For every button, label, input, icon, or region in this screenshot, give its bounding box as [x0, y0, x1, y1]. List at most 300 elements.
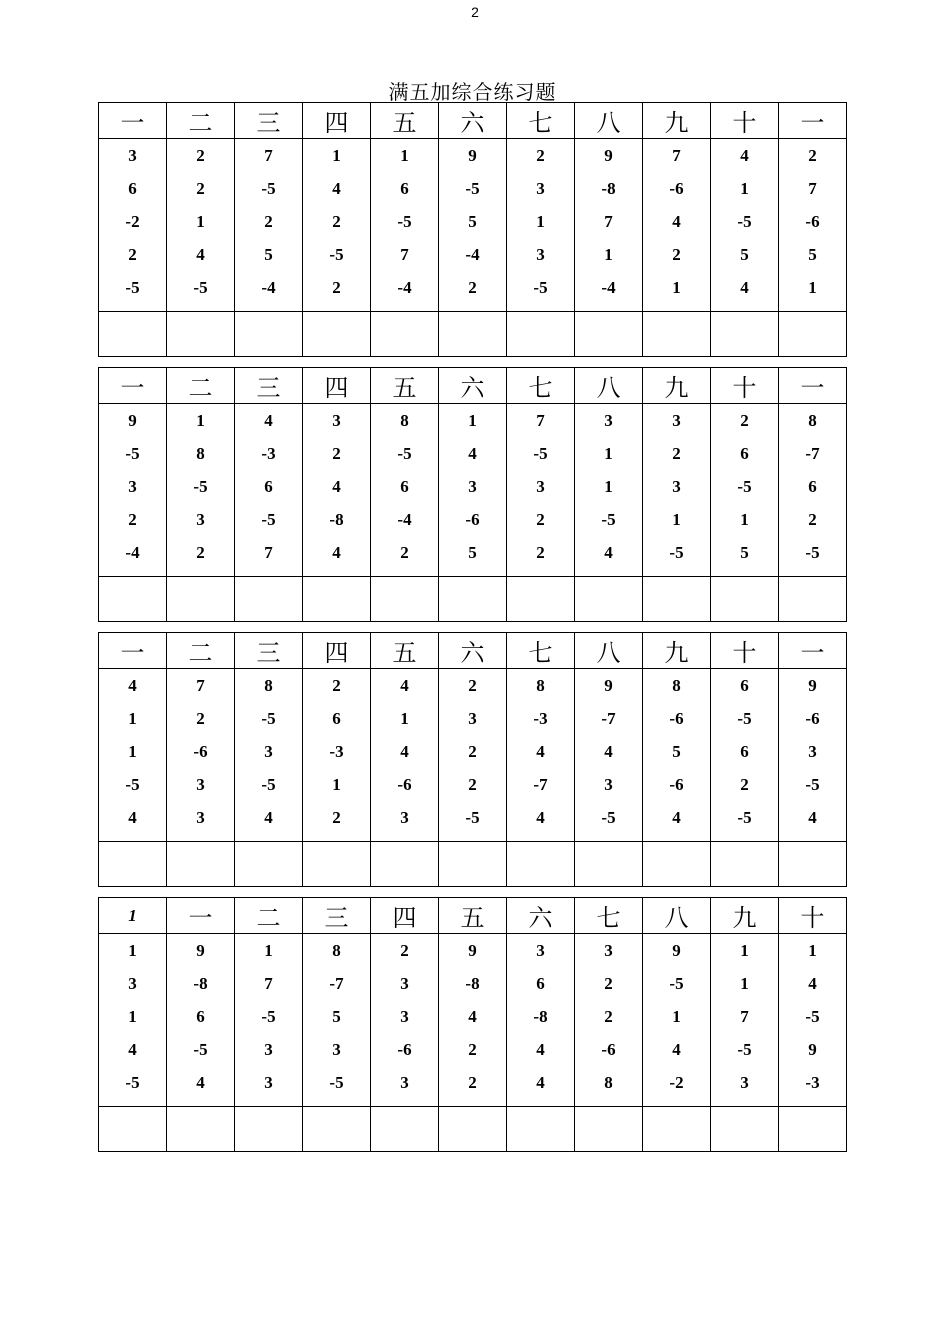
column-header: 三: [235, 633, 303, 669]
problem-cell: [235, 404, 303, 577]
operand: 2: [332, 808, 341, 827]
problem-cell: [303, 934, 371, 1107]
operand: -7: [533, 775, 548, 794]
problem-cell: [779, 404, 847, 577]
operand: 2: [468, 1073, 477, 1092]
problem-cell: [439, 139, 507, 312]
column-header: 二: [167, 368, 235, 404]
operand: -5: [261, 510, 276, 529]
answer-cell: [711, 1107, 779, 1152]
column-header: 三: [235, 368, 303, 404]
operand: 6: [332, 709, 341, 728]
answer-cell: [371, 577, 439, 622]
operand: -8: [533, 1007, 548, 1026]
problem-cell: [711, 404, 779, 577]
problem-cell: [439, 404, 507, 577]
operand: 4: [264, 411, 273, 430]
header-row: [99, 898, 847, 934]
operand: -5: [669, 543, 684, 562]
operand: 6: [400, 477, 409, 496]
operand: 9: [604, 676, 613, 695]
problem-cell: [371, 404, 439, 577]
answer-cell: [507, 312, 575, 357]
answer-cell: [779, 842, 847, 887]
answer-cell: [575, 842, 643, 887]
operand: 2: [468, 742, 477, 761]
answer-cell: [779, 312, 847, 357]
column-header: 四: [303, 368, 371, 404]
operand: 2: [672, 444, 681, 463]
column-header: 十: [711, 633, 779, 669]
operand: 1: [672, 1007, 681, 1026]
answer-cell: [235, 312, 303, 357]
operand: -6: [669, 775, 684, 794]
operand: -5: [125, 278, 140, 297]
operand: 7: [740, 1007, 749, 1026]
answer-cell: [235, 842, 303, 887]
problem-cell: [643, 139, 711, 312]
operand: 2: [468, 278, 477, 297]
problem-cell: [371, 934, 439, 1107]
operand: 8: [332, 941, 341, 960]
operand: 4: [536, 1073, 545, 1092]
practice-table-4: [98, 897, 847, 1152]
practice-table-2: [98, 367, 847, 622]
problem-cell: [371, 139, 439, 312]
operand: -6: [805, 212, 820, 231]
operand: -3: [805, 1073, 820, 1092]
operand: 1: [808, 278, 817, 297]
problem-cell: [779, 669, 847, 842]
problem-cell: [303, 139, 371, 312]
operand: 2: [128, 245, 137, 264]
answer-cell: [575, 312, 643, 357]
operand: 2: [468, 775, 477, 794]
answer-cell: [371, 842, 439, 887]
operand: 6: [808, 477, 817, 496]
operand: 1: [740, 974, 749, 993]
operand: 6: [740, 742, 749, 761]
problem-cell: [575, 669, 643, 842]
operand: -5: [737, 477, 752, 496]
column-header: 八: [575, 103, 643, 139]
operand: 2: [264, 212, 273, 231]
column-header: 八: [575, 368, 643, 404]
operand: 3: [332, 411, 341, 430]
column-header: 一: [779, 633, 847, 669]
operand: -3: [533, 709, 548, 728]
column-header: 一: [779, 103, 847, 139]
operand: 3: [808, 742, 817, 761]
operand: 3: [400, 1007, 409, 1026]
operand: -5: [193, 1040, 208, 1059]
answer-cell: [167, 312, 235, 357]
operand: -5: [261, 1007, 276, 1026]
operand: -5: [465, 179, 480, 198]
operand: 2: [740, 411, 749, 430]
problem-cell: [643, 404, 711, 577]
column-header: 十: [779, 898, 847, 934]
operand: 1: [400, 709, 409, 728]
column-header: 五: [371, 368, 439, 404]
operand: 1: [604, 444, 613, 463]
operand: 5: [740, 543, 749, 562]
operand: -5: [261, 179, 276, 198]
operand: 5: [332, 1007, 341, 1026]
operand: 3: [536, 941, 545, 960]
column-header: 一: [99, 103, 167, 139]
operand: 4: [740, 146, 749, 165]
column-header: 三: [235, 103, 303, 139]
operand: 7: [264, 974, 273, 993]
operand: 4: [672, 212, 681, 231]
operand: 2: [400, 543, 409, 562]
operand: -5: [125, 444, 140, 463]
operand: 4: [196, 245, 205, 264]
answer-cell: [711, 312, 779, 357]
operand: 4: [604, 543, 613, 562]
operand: 4: [604, 742, 613, 761]
problem-cell: [711, 669, 779, 842]
problem-cell: [507, 404, 575, 577]
operand: 3: [604, 941, 613, 960]
operand: 4: [808, 808, 817, 827]
problem-row: [99, 669, 847, 842]
operand: 3: [400, 1073, 409, 1092]
operand: 1: [808, 941, 817, 960]
operand: 2: [808, 146, 817, 165]
column-header: 九: [711, 898, 779, 934]
problem-cell: [711, 139, 779, 312]
operand: -2: [669, 1073, 684, 1092]
operand: 8: [808, 411, 817, 430]
operand: 9: [672, 941, 681, 960]
problem-cell: [167, 139, 235, 312]
operand: -5: [737, 212, 752, 231]
operand: 3: [264, 1040, 273, 1059]
problem-cell: [99, 139, 167, 312]
operand: 2: [196, 179, 205, 198]
answer-cell: [303, 842, 371, 887]
operand: 3: [332, 1040, 341, 1059]
operand: -4: [465, 245, 480, 264]
column-header: 四: [303, 103, 371, 139]
problem-cell: [167, 669, 235, 842]
column-header: 一: [99, 368, 167, 404]
operand: -5: [261, 709, 276, 728]
problem-cell: [711, 934, 779, 1107]
problem-cell: [303, 404, 371, 577]
operand: 3: [400, 974, 409, 993]
operand: 1: [604, 477, 613, 496]
operand: 5: [264, 245, 273, 264]
column-header: 七: [507, 633, 575, 669]
page-number: 2: [471, 4, 479, 20]
answer-cell: [439, 312, 507, 357]
operand: -5: [329, 1073, 344, 1092]
operand: 3: [264, 742, 273, 761]
problem-cell: [99, 404, 167, 577]
problem-cell: [439, 934, 507, 1107]
operand: 4: [332, 477, 341, 496]
operand: 1: [264, 941, 273, 960]
operand: -7: [329, 974, 344, 993]
operand: 4: [672, 808, 681, 827]
operand: 7: [264, 146, 273, 165]
answer-cell: [99, 312, 167, 357]
answer-cell: [167, 1107, 235, 1152]
problem-cell: [779, 139, 847, 312]
operand: 2: [808, 510, 817, 529]
operand: 2: [196, 146, 205, 165]
operand: 2: [196, 543, 205, 562]
operand: -5: [737, 1040, 752, 1059]
column-header: 九: [643, 633, 711, 669]
column-header: 四: [303, 633, 371, 669]
operand: 7: [604, 212, 613, 231]
operand: -8: [601, 179, 616, 198]
operand: 7: [400, 245, 409, 264]
operand: -8: [465, 974, 480, 993]
operand: 2: [332, 676, 341, 695]
operand: -5: [397, 212, 412, 231]
header-row: [99, 368, 847, 404]
operand: -5: [601, 808, 616, 827]
problem-cell: [507, 934, 575, 1107]
problem-row: [99, 934, 847, 1107]
operand: 4: [740, 278, 749, 297]
operand: 7: [196, 676, 205, 695]
answer-row: [99, 312, 847, 357]
operand: 1: [604, 245, 613, 264]
column-header: 九: [643, 103, 711, 139]
operand: -7: [601, 709, 616, 728]
problem-cell: [99, 669, 167, 842]
column-header: 六: [507, 898, 575, 934]
operand: 3: [400, 808, 409, 827]
operand: -5: [397, 444, 412, 463]
operand: 4: [468, 444, 477, 463]
operand: -5: [805, 775, 820, 794]
operand: 6: [196, 1007, 205, 1026]
problem-cell: [235, 934, 303, 1107]
operand: -3: [329, 742, 344, 761]
operand: 6: [536, 974, 545, 993]
answer-cell: [439, 842, 507, 887]
problem-cell: [371, 669, 439, 842]
answer-cell: [439, 577, 507, 622]
operand: 3: [468, 709, 477, 728]
problem-cell: [507, 139, 575, 312]
operand: 7: [808, 179, 817, 198]
column-header: 七: [575, 898, 643, 934]
operand: 2: [468, 676, 477, 695]
problem-cell: [643, 934, 711, 1107]
operand: 3: [672, 411, 681, 430]
operand: 8: [536, 676, 545, 695]
operand: -5: [805, 543, 820, 562]
operand: 1: [740, 941, 749, 960]
answer-cell: [439, 1107, 507, 1152]
column-header: 二: [167, 103, 235, 139]
operand: -5: [261, 775, 276, 794]
operand: 3: [604, 411, 613, 430]
operand: 6: [740, 676, 749, 695]
operand: 5: [468, 212, 477, 231]
operand: 4: [332, 543, 341, 562]
column-header: 一: [99, 633, 167, 669]
answer-cell: [303, 1107, 371, 1152]
problem-cell: [167, 934, 235, 1107]
operand: 8: [400, 411, 409, 430]
answer-cell: [643, 842, 711, 887]
operand: 7: [264, 543, 273, 562]
operand: 2: [536, 543, 545, 562]
operand: 3: [128, 974, 137, 993]
column-header: 一: [167, 898, 235, 934]
column-header: 七: [507, 103, 575, 139]
column-header: 六: [439, 368, 507, 404]
operand: -7: [805, 444, 820, 463]
operand: 4: [808, 974, 817, 993]
header-row: [99, 633, 847, 669]
operand: 3: [196, 510, 205, 529]
operand: 3: [536, 477, 545, 496]
operand: -8: [193, 974, 208, 993]
operand: -2: [125, 212, 140, 231]
operand: 7: [536, 411, 545, 430]
worksheet-title: 满五加综合练习题: [388, 82, 557, 104]
column-header: 九: [643, 368, 711, 404]
operand: 9: [128, 411, 137, 430]
operand: 2: [604, 974, 613, 993]
operand: 3: [604, 775, 613, 794]
problem-cell: [99, 934, 167, 1107]
operand: 1: [740, 179, 749, 198]
answer-cell: [167, 842, 235, 887]
operand: -4: [601, 278, 616, 297]
operand: 2: [332, 212, 341, 231]
answer-cell: [575, 577, 643, 622]
operand: 9: [808, 676, 817, 695]
answer-cell: [711, 577, 779, 622]
answer-cell: [575, 1107, 643, 1152]
column-header: 二: [167, 633, 235, 669]
operand: 3: [264, 1073, 273, 1092]
answer-cell: [371, 312, 439, 357]
operand: 3: [672, 477, 681, 496]
operand: 8: [672, 676, 681, 695]
operand: 1: [332, 775, 341, 794]
operand: 9: [808, 1040, 817, 1059]
operand: -6: [669, 179, 684, 198]
practice-table-3: [98, 632, 847, 887]
operand: 4: [672, 1040, 681, 1059]
problem-row: [99, 404, 847, 577]
answer-cell: [507, 1107, 575, 1152]
operand: -8: [329, 510, 344, 529]
operand: -4: [397, 510, 412, 529]
operand: -5: [125, 775, 140, 794]
operand: 2: [740, 775, 749, 794]
problem-cell: [167, 404, 235, 577]
operand: 2: [196, 709, 205, 728]
operand: 9: [604, 146, 613, 165]
operand: -5: [805, 1007, 820, 1026]
operand: 4: [196, 1073, 205, 1092]
operand: 9: [468, 146, 477, 165]
operand: -6: [601, 1040, 616, 1059]
column-header: 五: [439, 898, 507, 934]
operand: 3: [128, 477, 137, 496]
answer-cell: [99, 842, 167, 887]
operand: -5: [533, 444, 548, 463]
answer-cell: [235, 1107, 303, 1152]
operand: 8: [604, 1073, 613, 1092]
column-header: 一: [779, 368, 847, 404]
operand: 4: [128, 676, 137, 695]
operand: 1: [128, 742, 137, 761]
operand: -5: [193, 477, 208, 496]
operand: 4: [468, 1007, 477, 1026]
operand: 1: [128, 709, 137, 728]
operand: 1: [128, 1007, 137, 1026]
problem-cell: [235, 669, 303, 842]
operand: 5: [808, 245, 817, 264]
operand: 9: [468, 941, 477, 960]
answer-cell: [303, 312, 371, 357]
operand: 6: [400, 179, 409, 198]
operand: 7: [672, 146, 681, 165]
operand: -4: [125, 543, 140, 562]
operand: 3: [536, 245, 545, 264]
column-header: 十: [711, 368, 779, 404]
answer-cell: [99, 1107, 167, 1152]
column-header: 八: [643, 898, 711, 934]
operand: -5: [193, 278, 208, 297]
operand: 3: [196, 808, 205, 827]
column-header: 四: [371, 898, 439, 934]
problem-cell: [575, 404, 643, 577]
operand: 1: [672, 510, 681, 529]
operand: 3: [196, 775, 205, 794]
operand: 1: [740, 510, 749, 529]
operand: 6: [740, 444, 749, 463]
operand: 1: [400, 146, 409, 165]
column-header: 二: [235, 898, 303, 934]
operand: 4: [536, 742, 545, 761]
problem-cell: [439, 669, 507, 842]
operand: 3: [740, 1073, 749, 1092]
operand: 4: [264, 808, 273, 827]
column-header: 五: [371, 103, 439, 139]
answer-row: [99, 577, 847, 622]
operand: 2: [332, 278, 341, 297]
problem-cell: [575, 934, 643, 1107]
operand: 1: [332, 146, 341, 165]
operand: 1: [536, 212, 545, 231]
problem-cell: [779, 934, 847, 1107]
column-header: 三: [303, 898, 371, 934]
operand: 5: [672, 742, 681, 761]
answer-row: [99, 842, 847, 887]
operand: 3: [536, 179, 545, 198]
problem-cell: [303, 669, 371, 842]
operand: 6: [264, 477, 273, 496]
operand: 1: [196, 411, 205, 430]
operand: -6: [669, 709, 684, 728]
answer-cell: [507, 842, 575, 887]
